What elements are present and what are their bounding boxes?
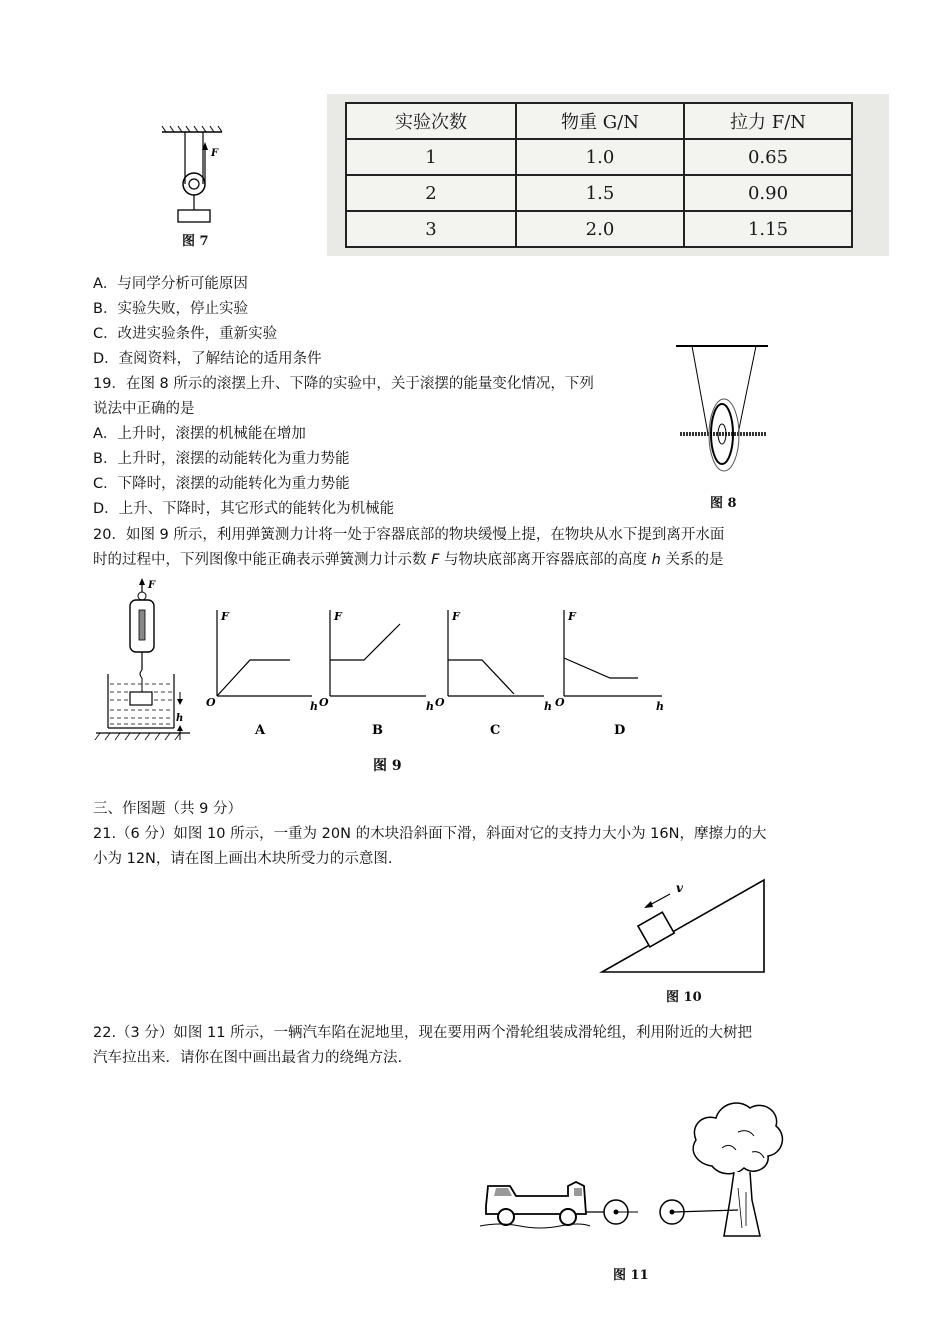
axis-h-label: h [310,700,318,713]
q19-stem-line2: 说法中正确的是 [93,401,195,417]
origin-label: O [206,696,216,709]
axis-h-label: h [656,700,664,713]
q22-stem-line2: 汽车拉出来．请你在图中画出最省力的绕绳方法. [93,1050,403,1066]
origin-label: O [435,696,445,709]
table-header: 物重 G/N [516,103,684,139]
table-cell: 2 [346,175,516,211]
q19-stem-line1: 19．在图 8 所示的滚摆上升、下降的实验中，关于滚摆的能量变化情况，下列 [93,376,594,392]
q19-option-a: A．上升时，滚摆的机械能在增加 [93,426,306,442]
table-cell: 0.90 [684,175,852,211]
table-cell: 1.0 [516,139,684,175]
graph-label-a: A [255,723,266,738]
figure-8 [668,338,778,518]
q19-option-b: B．上升时，滚摆的动能转化为重力势能 [93,451,350,467]
figure-7 [158,124,228,254]
scale-force-label: F [148,580,156,591]
axis-F-label: F [221,610,229,623]
figure-9 [90,578,690,778]
section-title: 三、作图题（共 9 分） [93,801,242,817]
figure-11 [476,1096,796,1296]
rolling-pendulum-diagram [668,338,778,488]
q18-option-a: A．与同学分析可能原因 [93,276,248,292]
table-cell: 1.15 [684,211,852,247]
fig9-caption: 图 9 [373,758,402,774]
force-label-F: F [211,148,219,159]
table-cell: 1.5 [516,175,684,211]
q20-stem-line1: 20．如图 9 所示，利用弹簧测力计将一处于容器底部的物块缓慢上提，在物块从水下提到离开水面 [93,527,725,543]
graph-c [435,610,552,738]
table-cell: 2.0 [516,211,684,247]
fig8-caption: 图 8 [710,496,737,511]
q20-var-h: h [651,552,661,568]
graph-label-c: C [490,723,501,738]
q20-text: 关系的是 [660,552,724,568]
q19-option-c: C．下降时，滚摆的动能转化为重力势能 [93,476,350,492]
figure-10 [598,876,778,1006]
q20-stem-line2 [93,550,723,570]
fig10-caption: 图 10 [666,990,702,1005]
table-cell: 1 [346,139,516,175]
table-header: 拉力 F/N [684,103,852,139]
q18-option-c: C．改进实验条件，重新实验 [93,326,278,342]
car-tree-diagram [476,1096,796,1251]
graph-a [206,610,318,738]
q20-text: 与物块底部离开容器底部的高度 [439,552,652,568]
q18-option-b: B．实验失败，停止实验 [93,301,248,317]
origin-label: O [555,696,565,709]
scale-height-label: h [176,713,184,724]
figure-9-diagram [90,578,690,748]
q22-stem-line1: 22.（3 分）如图 11 所示，一辆汽车陷在泥地里，现在要用两个滑轮组装成滑轮组，利用附近的大树把 [93,1025,753,1041]
q19-option-d: D．上升、下降时，其它形式的能转化为机械能 [93,501,395,517]
graph-b [319,610,434,738]
axis-F-label: F [568,610,576,623]
origin-label: O [319,696,329,709]
graph-label-b: B [372,723,383,738]
fig11-caption: 图 11 [613,1268,649,1283]
q20-var-F: F [431,552,440,568]
fig7-caption: 图 7 [182,234,209,249]
q21-stem-line2: 小为 12N，请在图上画出木块所受力的示意图. [93,851,393,867]
axis-F-label: F [452,610,460,623]
axis-h-label: h [544,700,552,713]
q20-text: 时的过程中，下列图像中能正确表示弹簧测力计示数 [93,552,432,568]
table-cell: 0.65 [684,139,852,175]
q21-stem-line1: 21.（6 分）如图 10 所示，一重为 20N 的木块沿斜面下滑，斜面对它的支持力大小为 16N，摩擦力的大 [93,826,767,842]
axis-h-label: h [426,700,434,713]
velocity-label: v [676,881,683,895]
table-header: 实验次数 [346,103,516,139]
axis-F-label: F [334,610,342,623]
graph-d [555,610,664,738]
experiment-table [327,94,889,256]
q18-option-d: D．查阅资料，了解结论的适用条件 [93,351,322,367]
table-cell: 3 [346,211,516,247]
graph-label-d: D [614,723,626,738]
incline-diagram [598,876,778,976]
